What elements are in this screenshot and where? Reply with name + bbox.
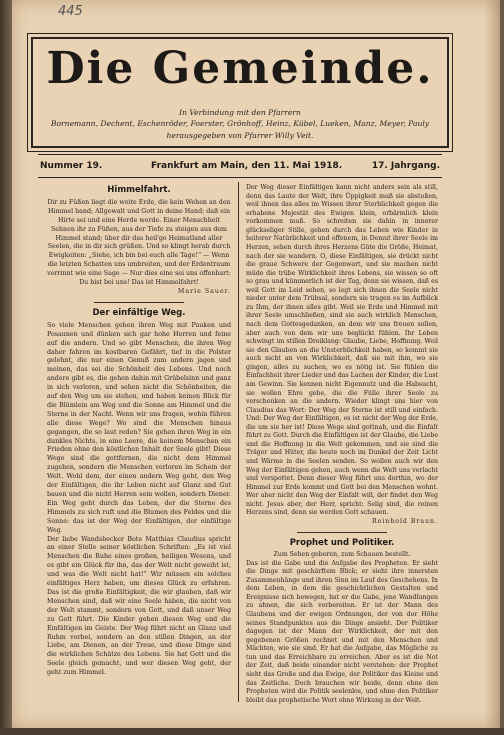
issue-place-date: Frankfurt am Main, den 11. Mai 1918.: [151, 161, 343, 171]
scan-bottom-edge: [0, 728, 504, 735]
issue-year: 17. Jahrgang.: [371, 161, 440, 171]
article-paragraph-2: Der liebe Wandsbecker Bote Matthias Claudius spricht an einer Stelle seiner köstlichen Schriften: „Es ist viel Menschen die Ruhe eines großen, heiligen Wesens, und es gibt ein Glück für ihn, das der Welt nicht geweiht ist, und was die Welt nicht hat!“ Wir müssen ein solches einfältiges Herz haben, um dieses Glück zu erfahren. Das ist die große Einfältigkeit, die wir glauben, daß wir Menschen sind, daß wir eine Seele haben, die nicht von der Welt stammt, sondern von Gott, und daß unser Weg zu Gott führt. Die Kinder gehen diesen Weg und die Einfältigen im Geiste. Der Weg führt nicht an Glanz und Ruhm vorbei, sondern an den stillen Dingen, an der Liebe, am Dienen, an der Treue, und diese Dinge sind die wirklichen Schätze des Lebens. Sie hat Gott und die Seele gleich gemacht, und wer diesen Weg geht, der geht zum Himmel.: [47, 535, 231, 677]
archive-number: 445: [58, 4, 83, 19]
binding-gutter: [0, 0, 12, 735]
poem-title: Himmelfahrt.: [107, 185, 171, 195]
second-article-subtitle: Zum Sehen geboren, zum Schauen bestellt.: [273, 551, 411, 559]
second-article-title: Prophet und Politiker.: [289, 537, 395, 548]
poem-signature: Marie Sauer.: [177, 287, 231, 295]
masthead: [31, 37, 449, 148]
publisher-line-3: herausgegeben von Pfarrer Willy Veit.: [166, 131, 314, 140]
issue-number: Nummer 19.: [40, 161, 103, 171]
column-divider: [238, 182, 239, 702]
issue-info-bar: [38, 154, 442, 178]
page-edge-shadow: [484, 0, 500, 728]
poem-text: Dir zu Füßen liegt die weite Erde, die kein Wehen an den Himmel band; Allgewalt und Gott in deine Hand; daß ein Hirte sei und eine Herde werde. Einer Menschheit Sehnen ihr zu Füßen, aus der Tiefe zu steigen aus dem Himmel stand; über dir das heil'ge Heimatland aller Seelen, die in dir sich grüßen. Und so klingt herab durch Ewigkeiten: „Siehe, ich bin bei euch alle Tage!“ — Wenn die letzten Schatten uns umbreiten, und der Erdentraum verrinnt wie eine Sage — Nur dies eine sei uns offenbart: Du bist bei uns! Das ist Himmelfahrt!: [47, 198, 231, 287]
publisher-line-2: Bornemann, Dechent, Eschenröder, Foerster, Grönhoff, Heinz, Kübel, Lueken, Manz, Meyer, Pauly: [50, 119, 430, 128]
article-continuation: Der Weg dieser Einfältigen kann nicht anders sein als still, denn das Laute der Welt, ihre Üppigkeit muß sie abstoßen, weil ihnen das alles im Wissen ihrer Sterblichkeit gegen die erhabene Majestät des Ewigen klein, erbärmlich klein vorkommen muß. So schreiten sie dahin in innerer glückseliger Stille, gehen durch das Leben wie Kinder in heiterer Natürlichkeit und offenem, in Demut ihrer Seele im Herzen, sehen durch ihres Herzens Güte die Größe, Heimat, nach der sie wandern. O, diese Einfältigen, sie drückt nicht die graue Schwere der Gegenwart, und sie machen nicht müde die trübe Wirklichkeit ihres Lebens, sie wissen so oft so grau und kümmerlich ist der Tag, denn sie wissen, daß es weil Gott im Leid sehen, so legt sich ihnen die Seele nicht nieder unter dem Trübsal, sondern sie tragen es im Aufblick zu Ihm, der ihnen alles gibt. Weil sie Erde und Himmel mit ihrer Seele umschließen, sind sie auch wirklich Menschen, nach dem Gottesgedanken, an dem wir uns freuen sollen, aber auch von dem wir uns beglückt fühlen. Ihr Leben schwingt im stillen Dreiklang: Glaube, Liebe, Hoffnung. Weil sie den Glauben an die Unsterblichkeit haben, so kommt sie auch nicht an von Wirklichkeit, daß sie mit ihm, wo sie gingen, alles zu suchen, wo es nötig ist. Sie fühlen die Einfachheit ihrer Lieder und das Lachen der Kinder, die Lust am Gewinn. Sie kennen nicht Eigennutz und die Habsucht, sie wollen Ehre gebe, die die Fülle ihrer Seele zu verschenken an die andern. Wieder klingt uns hier von Claudius das Wort: Der Weg der Sterne ist still und einfach. Und: Der Weg der Einfältigen, es ist nicht der Weg der Erde, die um sie her ist! Diese Wege sind gottnah, und die Einfalt führt zu Gott. Durch die Einfältigen ist der Glaube, die Liebe und die Hoffnung in die Welt gekommen, und sie sind die Träger und Hüter, die heute noch im Dunkel der Zeit Licht und Wärme in die Seelen senden. So wollen auch wir den Weg der Einfältigen gehen, auch wenn die Welt uns verlacht und verspottet. Denn dieser Weg führt uns dorthin, wo der Himmel zur Erde kommt und Gott bei den Menschen wohnt. Wer aber nicht den Weg der Einfalt will, der findet den Weg nicht. Jesus aber, der Herr, spricht: Selig sind, die reinen Herzens sind, denn sie werden Gott schauen.: [246, 184, 438, 517]
article-title: Der einfältige Weg.: [92, 307, 186, 318]
newspaper-title: Die Gemeinde.: [46, 43, 434, 94]
publisher-line-1: In Verbindung mit den Pfarrern: [179, 108, 301, 117]
right-column: [246, 184, 438, 705]
left-column: [47, 184, 231, 678]
section-rule: [94, 302, 184, 303]
newspaper-page: [12, 0, 500, 728]
section-rule-2: [297, 532, 387, 533]
article-signature: Reinhold Braun.: [371, 517, 438, 525]
article-paragraph: So viele Menschen gehen ihren Weg mit Pauken und Posaunen und dünken sich gar hohe Herren und feine auf die andern. Und so gibt Menschen, die ihren Weg daher fahren im kostbaren Gefährt, tief in die Polster gelehnt, die nur einen Genuß zum andern jagen und meinen, das sei die Schönheit des Lebens. Und noch andere gibt es, die gehen dahin mit Grübelsinn und ganz in sich verloren, und sehen nicht die Schönheiten, die auf den Weg um sie stehen, und haben keinen Blick für die Blümlein am Weg und die Sonne am Himmel und die Sterne in der Nacht. Wenn wir uns fragen, wohin führen alle diese Wege? Wo sind die Menschen hinaus gegangen, die so laut reden? Sie gehen ihren Weg in ein dunkles Nichts, in eine Leere, die keinem Menschen ein Frieden ohne den köstlichen Inhalt der Seele gibt! Diese Wege sind die gottfernen, die nicht dem Himmel zugehen, sondern die Menschen verloren im Schein der Welt. Wohl dem, der einen andern Weg geht, den Weg der Einfältigen, die ihr Leben nicht auf Glanz und Gut bauen und die nicht Herren sein wollen, sondern Diener. Ein Weg geht durch das Leben, der die Sterne des Himmels zu sich ruft und die Blumen des Feldes und die Sonne: das ist der Weg der Einfältigen, der einfältige Weg.: [47, 321, 231, 534]
second-article-text: Das ist die Gabe und die Aufgabe des Propheten. Er sieht die Dinge mit geschärftem Blick; er sieht ihre innersten Zusammenhänge und ihren Sinn im Lauf des Geschehens. In dem Leben, in dem die geschichtlichen Gestalten und Ereignisse sich bewegen, hat er die Gabe, jene Wandlungen zu ahnen, die sich vorbereiten. Er ist der Mann des Glaubens und der ewigen Ordnungen, der von der Höhe seines Standpunktes aus die Dinge ansieht. Der Politiker dagegen ist der Mann der Wirklichkeit, der mit den gegebenen Größen rechnet und mit den Menschen und Mächten, wie sie sind. Er hat die Aufgabe, das Mögliche zu tun und das Erreichbare zu erreichen. Aber es ist die Not der Zeit, daß beide einander nicht verstehen: der Prophet sieht das Große und das Ewige, der Politiker das Kleine und das Zeitliche. Doch brauchen wir beide, denn ohne den Propheten wird die Politik seelenlos, und ohne den Politiker bleibt das prophetische Wort ohne Wirkung in der Welt.: [246, 559, 438, 704]
